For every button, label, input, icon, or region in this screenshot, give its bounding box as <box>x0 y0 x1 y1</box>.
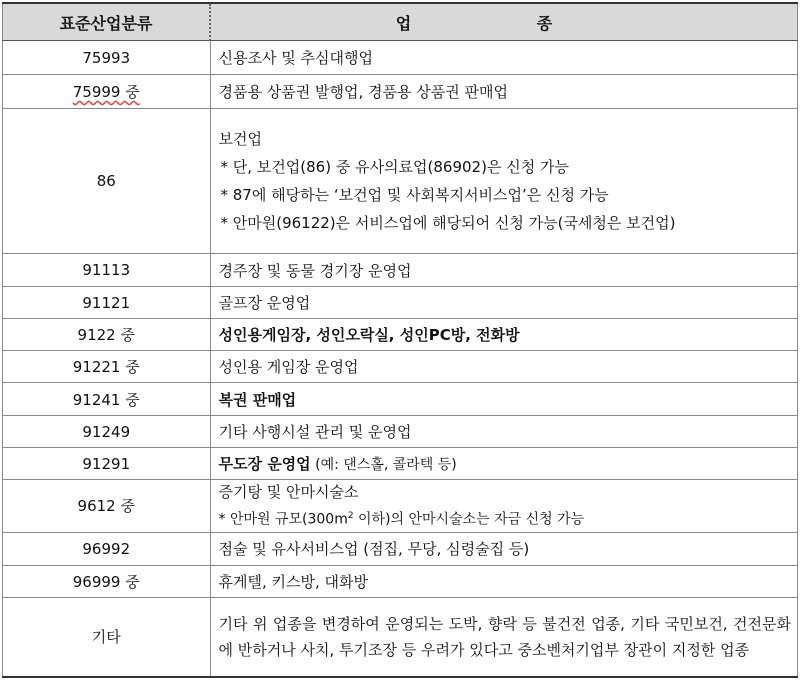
row-desc <box>210 109 798 254</box>
table-row <box>3 565 798 597</box>
row-code: 96999 중 <box>3 565 211 597</box>
row-code: 기타 <box>3 597 211 677</box>
table-row <box>3 448 798 480</box>
row-note: * 단, 보건업(86) 중 유사의료업(86902)은 신청 가능 <box>220 158 569 176</box>
table-row <box>3 319 798 351</box>
row-desc: 기타 위 업종을 변경하여 운영되는 도박, 향락 등 불건전 업종, 기타 국민보건, 건전문화에 반하거나 사치, 투기조장 등 우려가 있다고 중소벤처기업부 장관이 지정한 업종 <box>210 597 798 677</box>
row-desc: 휴게텔, 키스방, 대화방 <box>210 565 798 597</box>
table-row <box>3 383 798 416</box>
table-row <box>3 254 798 287</box>
row-code: 75999 중 <box>3 75 211 109</box>
row-title: 보건업 <box>218 130 262 148</box>
table-row <box>3 109 798 254</box>
row-title: 증기탕 및 안마시술소 <box>218 483 359 501</box>
row-code: 91241 중 <box>3 383 211 416</box>
row-code: 91249 <box>3 416 211 448</box>
row-desc: 성인용 게임장 운영업 <box>210 351 798 383</box>
table-header-row <box>3 3 798 41</box>
row-code: 75993 <box>3 41 211 75</box>
row-code: 91291 <box>3 448 211 480</box>
row-desc: 점술 및 유사서비스업 (점집, 무당, 심령술집 등) <box>210 532 798 565</box>
row-code: 91221 중 <box>3 351 211 383</box>
row-note: * 안마원 규모($300m^2$ 이하)의 안마시술소는 자금 신청 가능 <box>218 511 585 528</box>
row-desc: 경품용 상품권 발행업, 경품용 상품권 판매업 <box>210 75 798 109</box>
table-row <box>3 416 798 448</box>
row-desc <box>210 480 798 533</box>
table-row <box>3 532 798 565</box>
row-desc: 신용조사 및 추심대행업 <box>210 41 798 75</box>
table-row <box>3 351 798 383</box>
row-desc: 골프장 운영업 <box>210 287 798 319</box>
table-row <box>3 597 798 677</box>
row-desc: 기타 사행시설 관리 및 운영업 <box>210 416 798 448</box>
row-note: * 안마원(96122)은 서비스업에 해당되어 신청 가능(국세청은 보건업) <box>220 214 676 232</box>
row-desc: 경주장 및 동물 경기장 운영업 <box>210 254 798 287</box>
restricted-industry-table <box>2 2 798 678</box>
table-row <box>3 75 798 109</box>
table-row <box>3 287 798 319</box>
row-code: 91113 <box>3 254 211 287</box>
row-desc: 무도장 운영업 (예: 댄스홀, 콜라텍 등) <box>210 448 798 480</box>
table-row <box>3 41 798 75</box>
row-code: 86 <box>3 109 211 254</box>
row-note: * 87에 해당하는 ‘보건업 및 사회복지서비스업’은 신청 가능 <box>220 186 609 204</box>
row-code: 9122 중 <box>3 319 211 351</box>
header-industry: 업 종 <box>210 3 798 41</box>
header-code: 표준산업분류 <box>3 3 211 41</box>
row-code: 91121 <box>3 287 211 319</box>
row-code: 9612 중 <box>3 480 211 533</box>
row-code: 96992 <box>3 532 211 565</box>
table-row <box>3 480 798 533</box>
row-desc: 복권 판매업 <box>210 383 798 416</box>
row-desc: 성인용게임장, 성인오락실, 성인PC방, 전화방 <box>210 319 798 351</box>
